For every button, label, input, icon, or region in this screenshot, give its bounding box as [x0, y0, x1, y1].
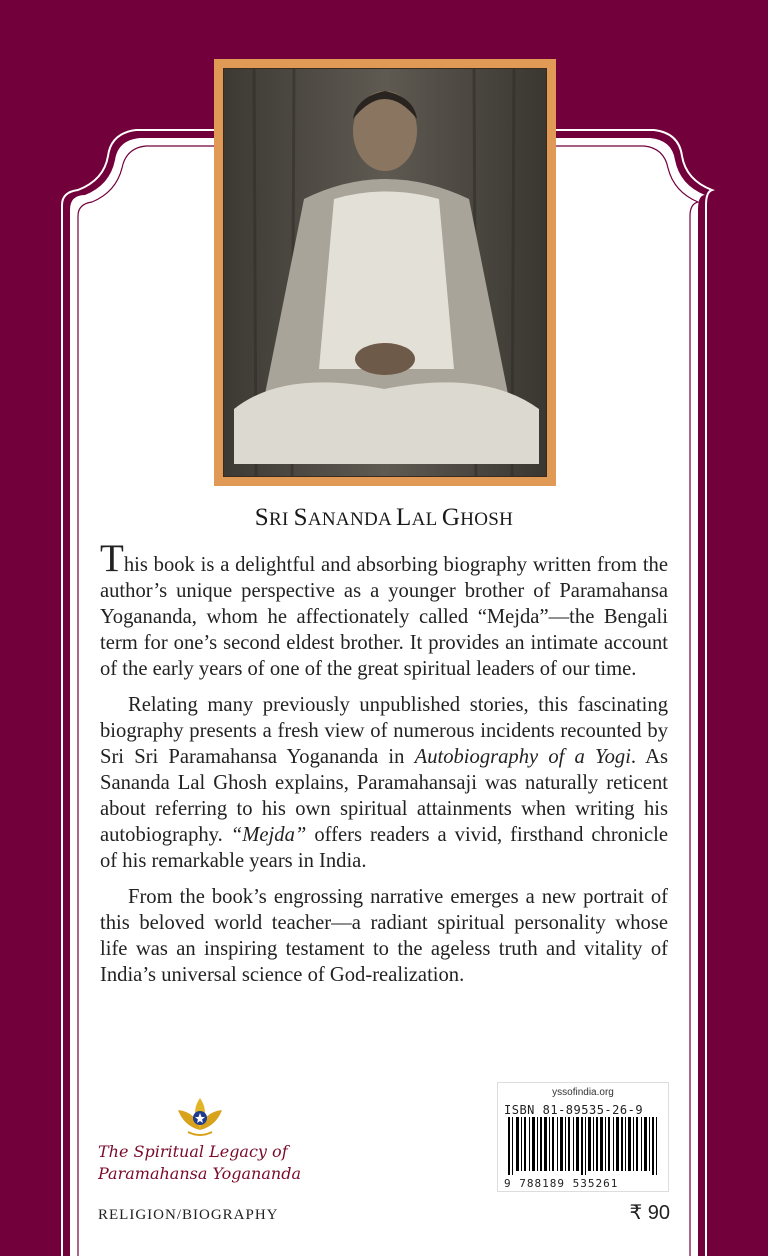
paragraph-3: From the book’s engrossing narrative emerges a new portrait of this beloved world teacher—a radiant spiritual personality whose life was an inspiring testament to the ageless truth and vitality of India’s universal science of God-realization.: [100, 886, 668, 986]
paragraph-1: This book is a delightful and absorbing biography written from the author’s unique perspective as a younger brother of Paramahansa Yogananda, whom he affectionately called “Mejda”—the Bengali term for one’s second eldest brother. It provides an intimate account of the early years of one of the great spiritual leaders of our time.: [100, 537, 668, 680]
description: [100, 537, 669, 998]
logo-text-line-2: Paramahansa Yogananda: [98, 1164, 301, 1183]
paragraph-2: Relating many previously unpublished stories, this fascinating biography presents a fresh view of numerous incidents recounted by Sri Sri Paramahansa Yogananda in Autobiography of a Yogi. As Sananda Lal Ghosh explains, Paramahansaji was naturally reticent about referring to his own spiritual attainments when writing his autobiography. “Mejda” offers readers a vivid, firsthand chronicle of his remarkable years in India.: [100, 694, 669, 872]
category-label: RELIGION/BIOGRAPHY: [98, 1207, 279, 1223]
portrait-caption: SRI SANANDA LAL GHOSH: [254, 504, 514, 531]
drop-cap: T: [100, 537, 124, 580]
logo-text-line-1: The Spiritual Legacy of: [98, 1142, 288, 1161]
isbn-text: ISBN 81-89535-26-9: [504, 1103, 644, 1117]
barcode-icon: [504, 1117, 664, 1175]
portrait-frame: [214, 59, 556, 486]
portrait-photo: [223, 68, 547, 477]
lotus-star-icon: [170, 1094, 230, 1140]
website-text: yssofindia.org: [552, 1087, 614, 1098]
price-label: ₹ 90: [629, 1202, 670, 1224]
barcode-number: 9 788189 535261: [504, 1177, 619, 1190]
book-title-mejda: “Mejda”: [230, 824, 307, 846]
barcode-panel: [497, 1082, 669, 1192]
book-title: Autobiography of a Yogi: [414, 746, 631, 768]
